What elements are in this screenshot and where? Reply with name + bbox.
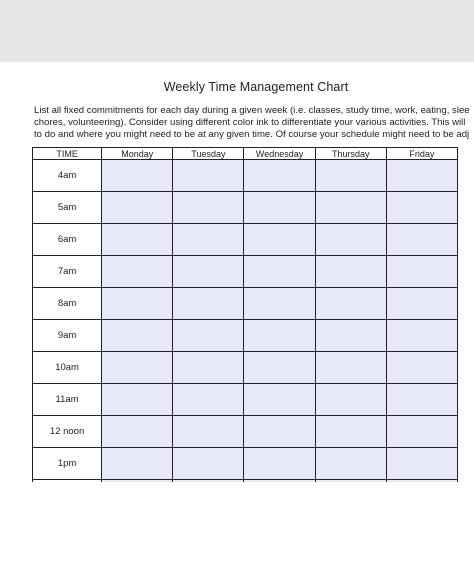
time-slot-label: 5am <box>33 192 102 224</box>
schedule-cell[interactable] <box>173 352 244 384</box>
schedule-cell[interactable] <box>244 224 315 256</box>
schedule-row <box>33 288 458 320</box>
schedule-cell[interactable] <box>315 448 386 480</box>
schedule-cell[interactable] <box>244 448 315 480</box>
time-slot-label: 6am <box>33 224 102 256</box>
schedule-cell[interactable] <box>173 192 244 224</box>
schedule-cell[interactable] <box>244 160 315 192</box>
schedule-cell[interactable] <box>173 448 244 480</box>
schedule-cell <box>244 480 315 483</box>
time-slot-label: 4am <box>33 160 102 192</box>
schedule-cell[interactable] <box>386 384 457 416</box>
schedule-cell[interactable] <box>173 288 244 320</box>
intro-paragraph <box>34 105 474 141</box>
schedule-cell[interactable] <box>386 192 457 224</box>
weekly-schedule-table <box>32 147 458 482</box>
time-slot-label: 11am <box>33 384 102 416</box>
schedule-cell[interactable] <box>102 448 173 480</box>
time-slot-label: 7am <box>33 256 102 288</box>
schedule-cell <box>102 480 173 483</box>
schedule-row <box>33 224 458 256</box>
schedule-cell[interactable] <box>386 224 457 256</box>
header-time: TIME <box>33 148 102 160</box>
schedule-cell[interactable] <box>244 256 315 288</box>
intro-line: List all fixed commitments for each day during a given week (i.e. classes, study time, work, eating, slee <box>34 105 470 116</box>
schedule-cell[interactable] <box>386 448 457 480</box>
schedule-cell[interactable] <box>315 160 386 192</box>
schedule-row <box>33 416 458 448</box>
header-row <box>33 148 458 160</box>
schedule-cell[interactable] <box>244 352 315 384</box>
schedule-cell <box>33 480 102 483</box>
schedule-cell[interactable] <box>102 416 173 448</box>
schedule-cell[interactable] <box>315 288 386 320</box>
intro-line: chores, volunteering). Consider using different color ink to differentiate your various activities. This will <box>34 117 466 128</box>
time-slot-label: 12 noon <box>33 416 102 448</box>
schedule-row <box>33 384 458 416</box>
time-slot-label: 8am <box>33 288 102 320</box>
time-slot-label: 1pm <box>33 448 102 480</box>
schedule-cell[interactable] <box>102 384 173 416</box>
document-title: Weekly Time Management Chart <box>163 80 349 94</box>
schedule-cell[interactable] <box>173 256 244 288</box>
schedule-row <box>33 448 458 480</box>
time-slot-label: 10am <box>33 352 102 384</box>
schedule-row <box>33 320 458 352</box>
schedule-cell[interactable] <box>315 320 386 352</box>
schedule-cell <box>386 480 457 483</box>
schedule-cell[interactable] <box>386 160 457 192</box>
schedule-cell[interactable] <box>102 256 173 288</box>
schedule-cell[interactable] <box>102 160 173 192</box>
schedule-cell[interactable] <box>386 352 457 384</box>
schedule-cell[interactable] <box>244 192 315 224</box>
schedule-cell[interactable] <box>102 320 173 352</box>
intro-line: to do and where you might need to be at any given time. Of course your schedule might need to be adj <box>34 129 470 140</box>
header-tuesday: Tuesday <box>173 148 244 160</box>
schedule-cell[interactable] <box>386 256 457 288</box>
schedule-cell[interactable] <box>102 224 173 256</box>
schedule-cell[interactable] <box>386 288 457 320</box>
header-monday: Monday <box>102 148 173 160</box>
schedule-cell[interactable] <box>315 256 386 288</box>
schedule-row <box>33 256 458 288</box>
document-page <box>0 62 474 576</box>
schedule-cell[interactable] <box>102 288 173 320</box>
schedule-row <box>33 192 458 224</box>
schedule-cell[interactable] <box>386 320 457 352</box>
time-slot-label: 9am <box>33 320 102 352</box>
schedule-cell[interactable] <box>173 384 244 416</box>
header-friday: Friday <box>386 148 457 160</box>
schedule-cell[interactable] <box>315 224 386 256</box>
schedule-cell[interactable] <box>173 160 244 192</box>
schedule-cell[interactable] <box>244 320 315 352</box>
schedule-cell[interactable] <box>315 384 386 416</box>
schedule-cell[interactable] <box>173 320 244 352</box>
schedule-cell[interactable] <box>315 416 386 448</box>
schedule-cell[interactable] <box>244 288 315 320</box>
schedule-cell[interactable] <box>102 352 173 384</box>
schedule-cell[interactable] <box>173 224 244 256</box>
header-thursday: Thursday <box>315 148 386 160</box>
schedule-cell <box>173 480 244 483</box>
schedule-row <box>33 160 458 192</box>
schedule-row <box>33 352 458 384</box>
schedule-cell <box>315 480 386 483</box>
schedule-cell[interactable] <box>244 384 315 416</box>
header-wednesday: Wednesday <box>244 148 315 160</box>
schedule-cell[interactable] <box>386 416 457 448</box>
schedule-cell[interactable] <box>244 416 315 448</box>
schedule-cell[interactable] <box>173 416 244 448</box>
schedule-cell[interactable] <box>315 192 386 224</box>
schedule-row-partial <box>33 480 458 483</box>
schedule-cell[interactable] <box>102 192 173 224</box>
schedule-cell[interactable] <box>315 352 386 384</box>
